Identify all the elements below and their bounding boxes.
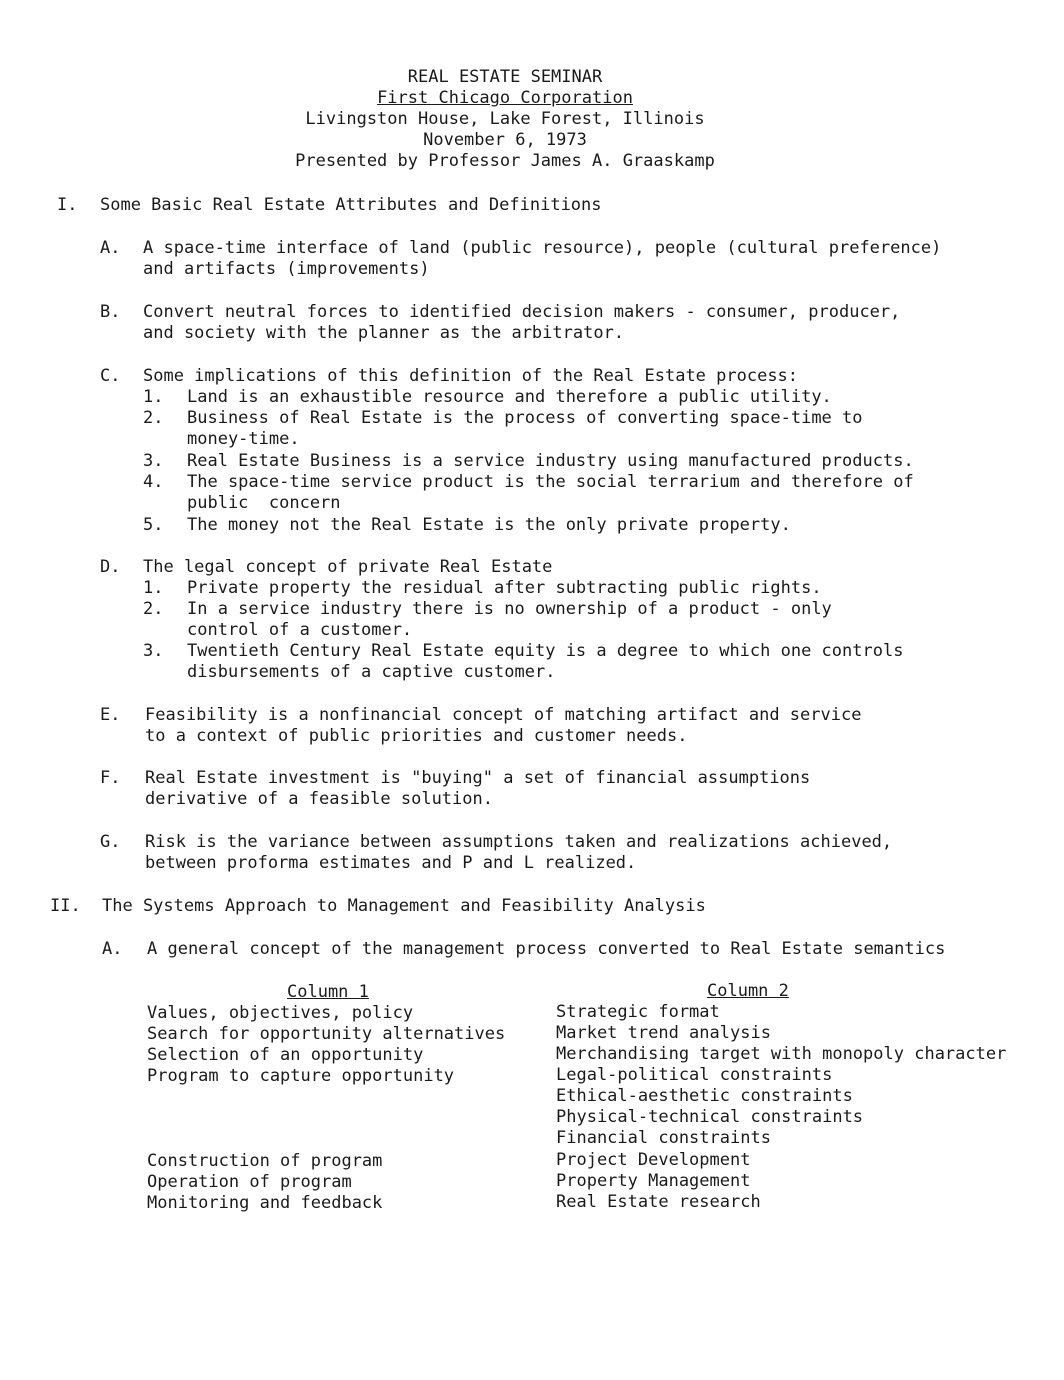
item-c-1-line-1: Land is an exhaustible resource and therefore a public utility. [187,387,832,407]
item-f-line-1: Real Estate investment is "buying" a set of financial assumptions [145,768,811,788]
item-e-line-1: Feasibility is a nonfinancial concept of matching artifact and service [145,705,862,725]
item-c-5-num: 5. [143,515,164,535]
column-2-item: Legal-political constraints [556,1065,833,1085]
item-b-marker: B. [100,302,121,322]
item-c-5-line-1: The money not the Real Estate is the only private property. [187,515,791,535]
column-2-item: Real Estate research [556,1192,761,1212]
column-1-item: Values, objectives, policy [147,1003,414,1023]
item-a-line-2: and artifacts (improvements) [143,259,430,279]
item-c-4-line-1: The space-time service product is the social terrarium and therefore of [187,472,914,492]
item-d-2-line-2: control of a customer. [187,620,413,640]
section-2-numeral: II. [50,896,81,916]
item-c-4-line-2: public concern [187,493,341,513]
presenter-line: Presented by Professor James A. Graaskamp [295,151,715,171]
organization-name: First Chicago Corporation [377,88,633,108]
item-c-3-num: 3. [143,451,164,471]
item-a-marker: A. [100,238,121,258]
section-2-item-a-text: A general concept of the management process converted to Real Estate semantics [147,939,946,959]
item-d-marker: D. [100,557,121,577]
item-d-1-num: 1. [143,578,164,598]
column-2-item: Financial constraints [556,1128,771,1148]
column-2-item: Physical-technical constraints [556,1107,864,1127]
section-1-numeral: I. [57,195,78,215]
item-d-1-line-1: Private property the residual after subtracting public rights. [187,578,822,598]
item-g-line-1: Risk is the variance between assumptions taken and realizations achieved, [145,832,893,852]
column-2-item: Ethical-aesthetic constraints [556,1086,853,1106]
column-2-heading: Column 2 [707,981,789,1001]
item-d-3-num: 3. [143,641,164,661]
item-c-1-num: 1. [143,387,164,407]
item-f-line-2: derivative of a feasible solution. [145,789,493,809]
item-c-2-line-1: Business of Real Estate is the process of converting space-time to [187,408,863,428]
document-header [0,67,1010,172]
seminar-title: REAL ESTATE SEMINAR [407,67,603,87]
column-1-item: Search for opportunity alternatives [147,1024,506,1044]
item-e-marker: E. [100,705,121,725]
column-1-item: Monitoring and feedback [147,1193,383,1213]
column-2-item: Market trend analysis [556,1023,771,1043]
item-d-3-line-1: Twentieth Century Real Estate equity is a degree to which one controls [187,641,904,661]
item-b-line-1: Convert neutral forces to identified decision makers - consumer, producer, [143,302,901,322]
seminar-location: Livingston House, Lake Forest, Illinois [305,109,705,129]
column-2-item: Strategic format [556,1002,720,1022]
column-1-heading: Column 1 [287,982,369,1002]
section-1-title: Some Basic Real Estate Attributes and Definitions [100,195,602,215]
item-d-3-line-2: disbursements of a captive customer. [187,662,556,682]
item-d-2-line-1: In a service industry there is no ownership of a product - only [187,599,832,619]
column-2-item: Merchandising target with monopoly character [556,1044,1007,1064]
column-1-item: Operation of program [147,1172,352,1192]
item-c-2-line-2: money-time. [187,429,300,449]
item-b-line-2: and society with the planner as the arbitrator. [143,323,625,343]
column-1-item: Selection of an opportunity [147,1045,424,1065]
section-2-title: The Systems Approach to Management and Feasibility Analysis [102,896,706,916]
item-g-line-2: between proforma estimates and P and L realized. [145,853,637,873]
item-c-marker: C. [100,366,121,386]
column-1-item: Construction of program [147,1151,383,1171]
column-1-item: Program to capture opportunity [147,1066,455,1086]
item-e-line-2: to a context of public priorities and customer needs. [145,726,688,746]
item-g-marker: G. [100,832,121,852]
item-a-line-1: A space-time interface of land (public resource), people (cultural preference) [143,238,942,258]
item-f-marker: F. [100,768,121,788]
item-d-intro: The legal concept of private Real Estate [143,557,553,577]
item-c-4-num: 4. [143,472,164,492]
item-c-3-line-1: Real Estate Business is a service industry using manufactured products. [187,451,914,471]
column-2-item: Project Development [556,1150,751,1170]
item-d-2-num: 2. [143,599,164,619]
item-c-2-num: 2. [143,408,164,428]
column-2-item: Property Management [556,1171,751,1191]
seminar-date: November 6, 1973 [423,130,587,150]
item-c-intro: Some implications of this definition of the Real Estate process: [143,366,799,386]
section-2-item-a-marker: A. [102,939,123,959]
